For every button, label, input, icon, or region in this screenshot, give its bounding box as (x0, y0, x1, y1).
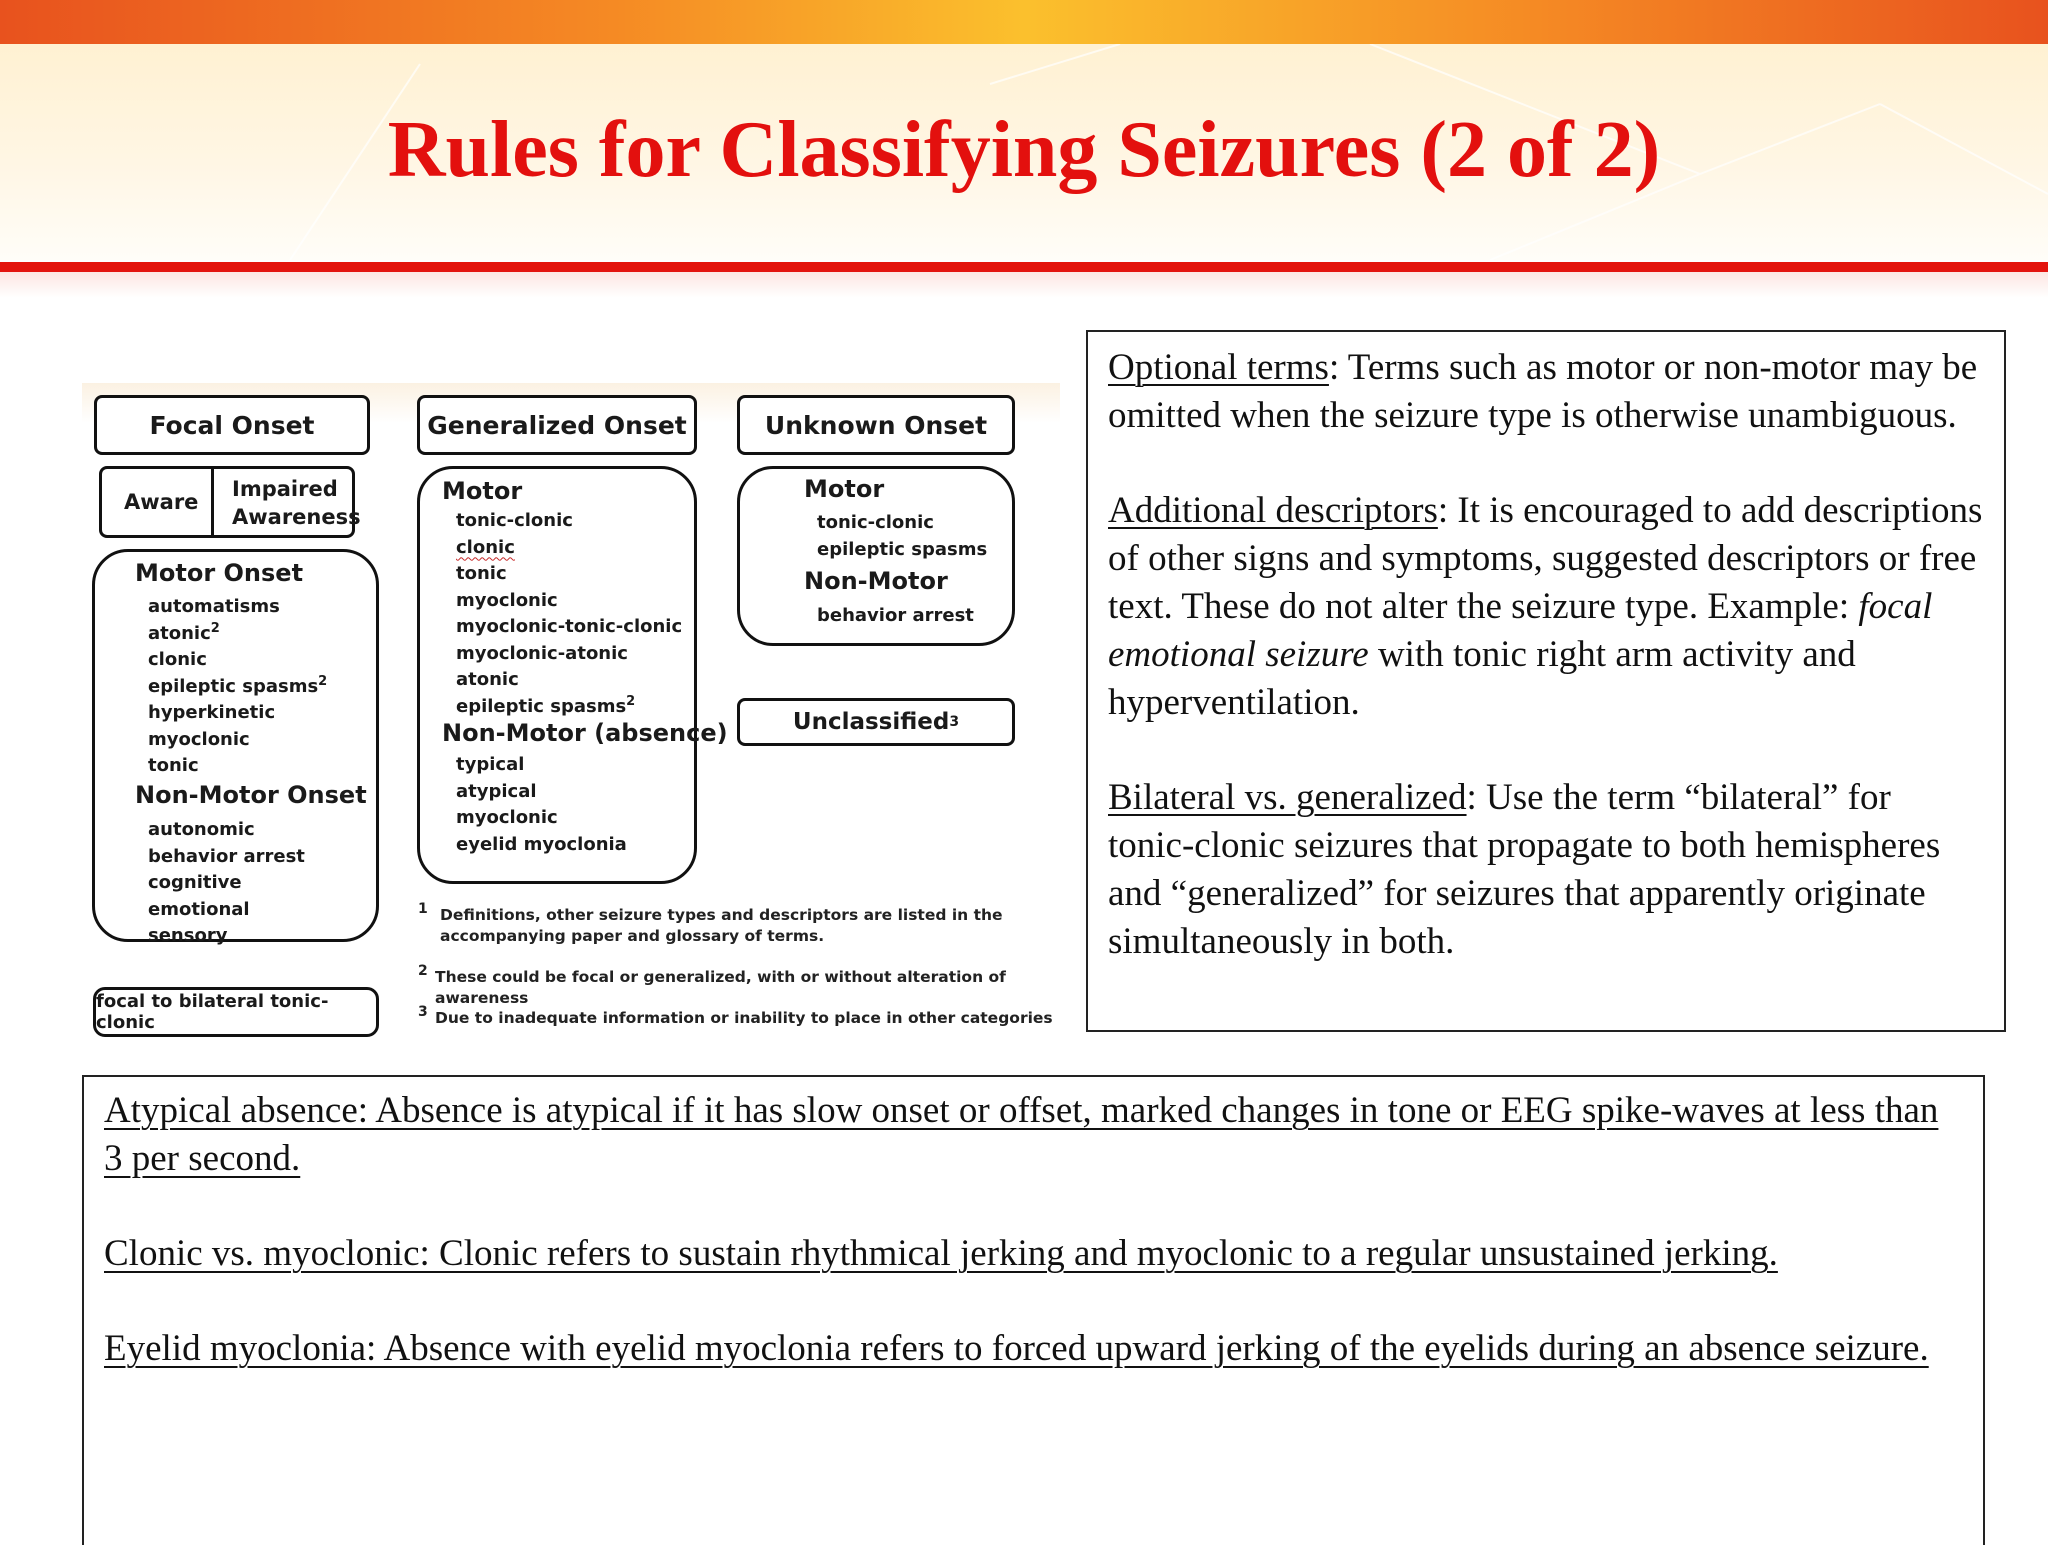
unknown-onset-header (737, 395, 1015, 455)
unknown-nonmotor-label: Non-Motor (804, 567, 948, 595)
classification-notes-box (1086, 330, 2006, 1032)
top-color-bar (0, 0, 2048, 44)
unknown-onset-label: Unknown Onset (764, 410, 988, 440)
additional-descriptors-text: : It is encouraged to add descriptions of other signs and symptoms, suggested descriptors or free text. These do not alter the seizure type. Example: (1108, 490, 1983, 627)
list-item: tonic (148, 755, 199, 776)
list-item: tonic (456, 563, 507, 584)
list-item: atypical (456, 780, 537, 802)
impaired-line-1: Impaired (232, 477, 338, 501)
list-item: myoclonic (148, 728, 250, 750)
unknown-nonmotor-list (817, 603, 974, 630)
additional-descriptors-paragraph (1108, 487, 1984, 727)
list-item: myoclonic (456, 589, 558, 611)
additional-descriptors-tail: with tonic right arm activity and hyperventilation. (1108, 634, 1856, 723)
unknown-motor-label: Motor (804, 475, 885, 503)
definitions-box (82, 1075, 1985, 1545)
additional-descriptors-label: Additional descriptors (1108, 490, 1438, 531)
list-item: automatisms (148, 596, 280, 617)
awareness-box (99, 466, 361, 538)
list-item: eyelid myoclonia (456, 833, 627, 855)
list-item: epileptic spasms$^2$ (456, 693, 636, 717)
footnote-number: 1 (418, 901, 428, 917)
generalized-onset-header (417, 395, 697, 455)
list-item: myoclonic (456, 807, 558, 828)
focal-to-bilateral-label: focal to bilateral tonic-clonic (96, 991, 329, 1033)
list-item: behavior arrest (148, 845, 305, 867)
bilateral-text: : Use the term “bilateral” for tonic-clonic seizures that propagate to both hemispheres and “generalized” for seizures that apparently originate simultaneously in both. (1108, 777, 1941, 962)
unclassified-footnote-mark: 3 (949, 714, 960, 730)
unknown-motor-list (817, 510, 987, 563)
footnote-number: 3 (418, 1004, 428, 1020)
list-item: atonic (456, 669, 519, 690)
clonic-vs-myoclonic-definition: Clonic vs. myoclonic: Clonic refers to sustain rhythmical jerking and myoclonic to a regular unsustained jerking. (104, 1233, 1778, 1274)
atypical-absence-definition: Atypical absence: Absence is atypical if it has slow onset or offset, marked changes in tone or EEG spike-waves at less than 3 per second. (104, 1090, 1939, 1179)
focal-nonmotor-onset-label: Non-Motor Onset (135, 781, 367, 809)
footnote-number: 2 (418, 963, 428, 979)
footnote-1 (418, 901, 1003, 947)
list-item: autonomic (148, 819, 255, 840)
optional-terms-paragraph (1108, 344, 1984, 440)
footnote-text: accompanying paper and glossary of terms. (440, 927, 825, 945)
bilateral-label: Bilateral vs. generalized (1108, 777, 1467, 818)
generalized-motor-list (456, 508, 682, 720)
title-divider (0, 262, 2048, 272)
list-item: hyperkinetic (148, 702, 276, 723)
generalized-motor-label: Motor (442, 477, 523, 505)
example-term: focal emotional seizure (1108, 586, 1933, 675)
footnote-text: Due to inadequate information or inability to place in other categories (435, 1009, 1053, 1027)
footnote-text: Definitions, other seizure types and descriptors are listed in the (440, 906, 1003, 924)
list-item: behavior arrest (817, 605, 974, 626)
impaired-awareness-label (232, 475, 361, 531)
list-item: clonic (456, 536, 515, 558)
list-item: tonic-clonic (817, 512, 934, 533)
list-item: tonic-clonic (456, 510, 573, 531)
bilateral-paragraph (1108, 774, 1984, 966)
seizure-classification-diagram (82, 383, 1060, 1043)
footnote-2 (418, 963, 1060, 1009)
eyelid-myoclonia-definition: Eyelid myoclonia: Absence with eyelid myoclonia refers to forced upward jerking of the eyelids during an absence seizure. (104, 1328, 1929, 1369)
list-item: emotional (148, 898, 250, 920)
awareness-divider (211, 469, 214, 535)
focal-nonmotor-list (148, 817, 305, 950)
list-item: myoclonic-tonic-clonic (456, 616, 683, 637)
generalized-onset-label: Generalized Onset (427, 410, 687, 440)
optional-terms-label: Optional terms (1108, 347, 1329, 388)
footnote-text: These could be focal or generalized, with or without alteration of awareness (435, 968, 1006, 1007)
generalized-nonmotor-list (456, 752, 627, 858)
divider-shadow (0, 272, 2048, 298)
unclassified-box (737, 698, 1015, 746)
impaired-line-2: Awareness (232, 505, 361, 529)
list-item: myoclonic-atonic (456, 642, 628, 664)
list-item: epileptic spasms (817, 538, 988, 560)
list-item: epileptic spasms$^2$ (148, 673, 328, 697)
slide-title: Rules for Classifying Seizures (2 of 2) (387, 106, 1661, 194)
aware-label: Aware (124, 490, 199, 514)
optional-terms-text: : Terms such as motor or non-motor may be omitted when the seizure type is otherwise unambiguous. (1108, 347, 1978, 436)
unclassified-label: Unclassified (792, 709, 950, 735)
list-item: sensory (148, 925, 228, 946)
focal-onset-label: Focal Onset (149, 410, 315, 440)
list-item: cognitive (148, 872, 242, 893)
focal-to-bilateral-box (93, 987, 379, 1037)
list-item: typical (456, 754, 525, 775)
list-item: atonic$^2$ (148, 620, 220, 644)
footnote-3 (418, 1004, 1053, 1029)
list-item: clonic (148, 649, 207, 670)
focal-motor-onset-label: Motor Onset (135, 559, 304, 587)
focal-onset-header (94, 395, 370, 455)
generalized-nonmotor-label: Non-Motor (absence) (442, 719, 728, 747)
focal-motor-list (148, 594, 327, 780)
